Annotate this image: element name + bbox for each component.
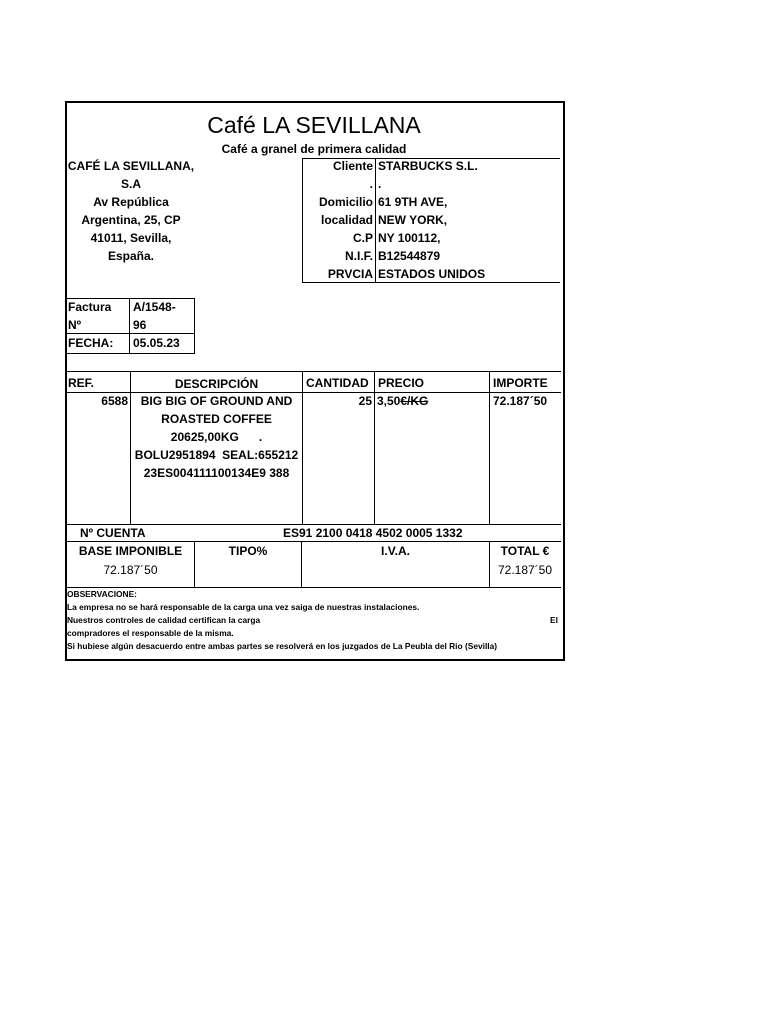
totals-bottom-line (65, 587, 561, 588)
company-line: 41011, Sevilla, (90, 231, 172, 245)
observations-line-4: Si hubiese algún desacuerdo entre ambas partes se resolverá en los juzgados de La Peubla del Rio (Sevilla) (67, 641, 498, 651)
company-line: Argentina, 25, CP (81, 213, 181, 227)
description-line: BOLU2951894 SEAL:655212 (134, 448, 299, 462)
iva-label: I.V.A. (381, 544, 410, 558)
item-cantidad: 25 (358, 394, 372, 408)
observations-title: OBSERVACIONE: (67, 589, 137, 599)
client-label: Cliente (332, 159, 373, 173)
client-label: . (369, 177, 373, 191)
tipo-label: TIPO% (228, 544, 268, 558)
client-label: C.P (352, 231, 373, 245)
total-label: TOTAL € (500, 544, 550, 558)
company-address (67, 157, 195, 265)
client-value: ESTADOS UNIDOS (378, 267, 486, 281)
company-line: Av República (93, 195, 169, 209)
client-label: localidad (320, 213, 373, 227)
page-title: Café LA SEVILLANA (207, 112, 421, 138)
company-line: España. (107, 249, 155, 263)
factura-value-cont: 96 (133, 318, 147, 332)
col-divider-3 (374, 371, 375, 525)
client-label: N.I.F. (344, 249, 373, 263)
invoice-number-value (133, 298, 193, 334)
observations-line-2-right: El (550, 615, 558, 625)
invoice-box-divider-v (129, 298, 130, 353)
description-line: ROASTED COFFEE (161, 412, 272, 426)
header-cantidad: CANTIDAD (306, 376, 369, 390)
header-ref: REF. (68, 376, 95, 390)
total-value: 72.187´50 (497, 563, 553, 577)
client-label: PRVCIA (327, 267, 373, 281)
client-values (378, 157, 558, 283)
account-value: ES91 2100 0418 4502 0005 1332 (283, 526, 463, 540)
factura-label: Factura (68, 300, 112, 314)
factura-label-no: Nº (68, 318, 82, 332)
header-importe: IMPORTE (493, 376, 548, 390)
client-divider (375, 158, 376, 282)
account-label: Nº CUENTA (80, 526, 146, 540)
company-line: S.A (120, 177, 141, 191)
description-line: 23ES004111100134E9 388 (143, 466, 290, 480)
client-labels (303, 157, 373, 283)
client-label: Domicilio (318, 195, 373, 209)
header-descripcion: DESCRIPCIÓN (174, 377, 259, 391)
base-imponible-label: BASE IMPONIBLE (78, 544, 183, 558)
page-subtitle: Café a granel de primera calidad (221, 142, 407, 156)
client-value: 61 9TH AVE, (378, 195, 448, 209)
item-importe: 72.187´50 (493, 394, 548, 408)
client-value: STARBUCKS S.L. (378, 159, 478, 173)
item-precio (377, 392, 428, 410)
description-line: BIG BIG OF GROUND AND (140, 394, 293, 408)
client-value: B12544879 (378, 249, 441, 263)
observations-line-1: La empresa no se hará responsable de la carga una vez saiga de nuestras instalaciones. (67, 602, 420, 612)
col-divider-4 (489, 371, 490, 525)
invoice-number-label (68, 298, 128, 334)
client-value: NY 100112, (378, 231, 441, 245)
description-line: 20625,00KG . (170, 430, 263, 444)
observations-line-3: compradores el responsable de la misma. (67, 628, 234, 638)
company-line: CAFÉ LA SEVILLANA, (67, 159, 195, 173)
precio-value: 3,50 (377, 394, 401, 408)
header-precio: PRECIO (378, 376, 425, 390)
item-description (131, 392, 302, 482)
client-value: NEW YORK, (378, 213, 448, 227)
date-label: FECHA: (68, 336, 114, 350)
items-table-top-line (65, 371, 561, 372)
observations-line-2: Nuestros controles de calidad certifican la carga (67, 615, 261, 625)
client-value: . (378, 177, 382, 191)
date-value: 05.05.23 (133, 336, 180, 350)
factura-value: A/1548- (133, 300, 176, 314)
base-imponible-value: 72.187´50 (103, 563, 158, 577)
item-ref: 6588 (101, 394, 128, 408)
precio-unit-struck: €/KG (400, 394, 429, 408)
